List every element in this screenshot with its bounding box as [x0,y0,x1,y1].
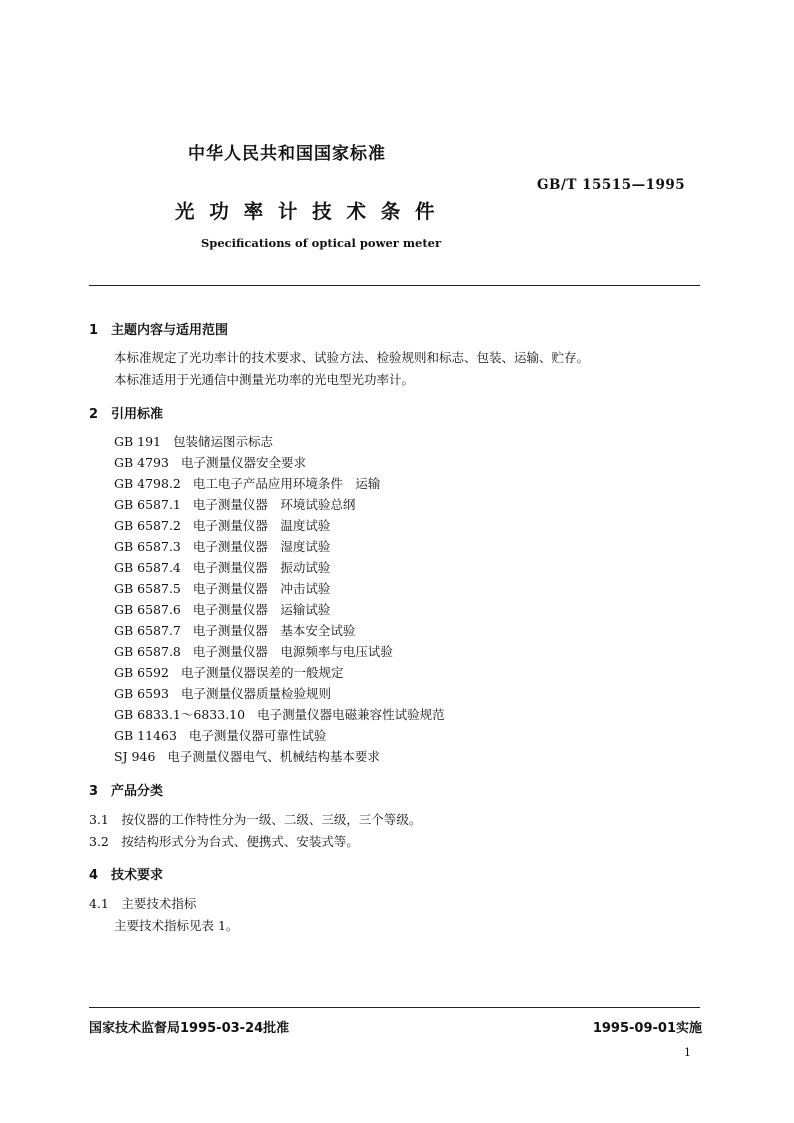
reference-item: GB 11463 电子测量仪器可靠性试验 [114,728,327,743]
reference-item: GB 6587.1 电子测量仪器 环境试验总纲 [114,497,356,512]
reference-item: GB 191 包装储运图示标志 [114,434,274,449]
reference-item: GB 6587.7 电子测量仪器 基本安全试验 [114,623,356,638]
reference-item: GB 6833.1～6833.10 电子测量仪器电磁兼容性试验规范 [114,707,445,722]
section-4-heading: 4 技术要求 [89,868,164,883]
standard-number: GB/T 15515—1995 [537,177,686,193]
effective-date: 1995-09-01实施 [592,1021,702,1036]
footer-divider [89,1007,700,1008]
section-3-item-1: 3.1 按仪器的工作特性分为一级、二级、三级，三个等级。 [89,812,422,827]
section-3-item-2: 3.2 按结构形式分为台式、便携式、安装式等。 [89,834,359,849]
reference-item: GB 4793 电子测量仪器安全要求 [114,455,306,470]
reference-item: GB 6593 电子测量仪器质量检验规则 [114,686,331,701]
reference-item: GB 6587.6 电子测量仪器 运输试验 [114,602,331,617]
reference-item: GB 6592 电子测量仪器误差的一般规定 [114,665,344,680]
section-4-item-1: 4.1 主要技术指标 [89,896,197,911]
section-2-heading: 2 引用标准 [89,407,164,422]
reference-item: GB 4798.2 电工电子产品应用环境条件 运输 [114,476,381,491]
section-1-para-1: 本标准规定了光功率计的技术要求、试验方法、检验规则和标志、包装、运输、贮存。 [114,350,590,365]
section-4-para-1: 主要技术指标见表 1。 [114,918,239,933]
approval-line: 国家技术监督局1995-03-24批准 [89,1021,290,1036]
reference-item: GB 6587.2 电子测量仪器 温度试验 [114,518,331,533]
reference-item: GB 6587.4 电子测量仪器 振动试验 [114,560,331,575]
reference-item: SJ 946 电子测量仪器电气、机械结构基本要求 [114,749,380,764]
page-number: 1 [684,1046,691,1059]
reference-item: GB 6587.3 电子测量仪器 湿度试验 [114,539,331,554]
title-en: Specifications of optical power meter [201,236,442,250]
org-title: 中华人民共和国国家标准 [188,144,386,164]
section-1-para-2: 本标准适用于光通信中测量光功率的光电型光功率计。 [114,372,415,387]
section-3-heading: 3 产品分类 [89,784,164,799]
section-1-heading: 1 主题内容与适用范围 [89,323,229,338]
title-cn: 光 功 率 计 技 术 条 件 [175,200,439,223]
reference-item: GB 6587.8 电子测量仪器 电源频率与电压试验 [114,644,393,659]
header-divider [89,285,700,286]
reference-item: GB 6587.5 电子测量仪器 冲击试验 [114,581,331,596]
